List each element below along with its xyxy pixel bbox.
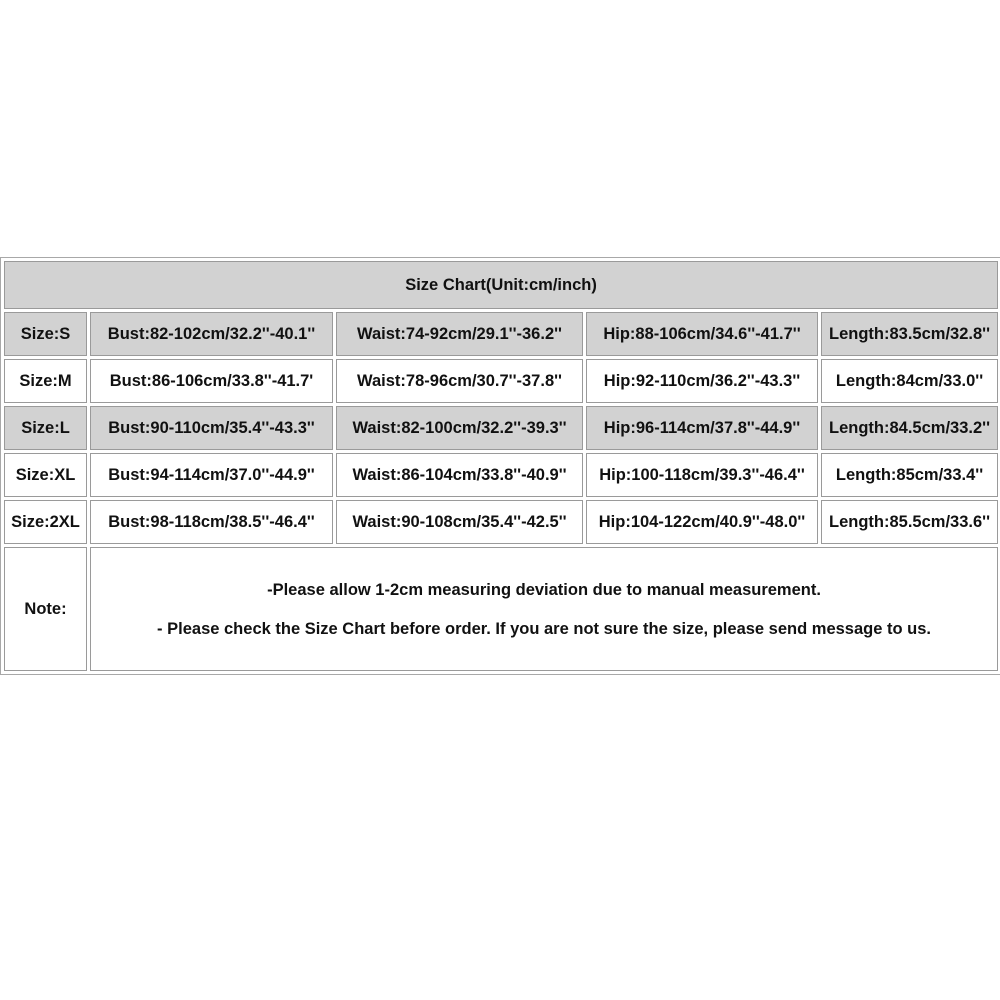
note-row [4, 547, 998, 671]
hip-cell: Hip:92-110cm/36.2''-43.3'' [586, 359, 818, 403]
size-label: Size:S [4, 312, 87, 356]
note-line: -Please allow 1-2cm measuring deviation due to manual measurement. [267, 580, 821, 599]
note-line: - Please check the Size Chart before order. If you are not sure the size, please send message to us. [157, 619, 931, 638]
bust-cell: Bust:98-118cm/38.5''-46.4'' [90, 500, 333, 544]
size-label: Size:XL [4, 453, 87, 497]
table-row [4, 406, 998, 450]
length-cell: Length:83.5cm/32.8'' [821, 312, 998, 356]
hip-cell: Hip:100-118cm/39.3''-46.4'' [586, 453, 818, 497]
table-row [4, 500, 998, 544]
table-row [4, 312, 998, 356]
bust-cell: Bust:90-110cm/35.4''-43.3'' [90, 406, 333, 450]
waist-cell: Waist:90-108cm/35.4''-42.5'' [336, 500, 583, 544]
length-cell: Length:85.5cm/33.6'' [821, 500, 998, 544]
size-label: Size:2XL [4, 500, 87, 544]
waist-cell: Waist:82-100cm/32.2''-39.3'' [336, 406, 583, 450]
size-chart-table [0, 257, 1000, 675]
length-cell: Length:84cm/33.0'' [821, 359, 998, 403]
waist-cell: Waist:86-104cm/33.8''-40.9'' [336, 453, 583, 497]
table-row [4, 453, 998, 497]
size-label: Size:L [4, 406, 87, 450]
table-row [4, 359, 998, 403]
size-label: Size:M [4, 359, 87, 403]
length-cell: Length:85cm/33.4'' [821, 453, 998, 497]
note-body [90, 547, 998, 671]
note-label: Note: [4, 547, 87, 671]
length-cell: Length:84.5cm/33.2'' [821, 406, 998, 450]
bust-cell: Bust:86-106cm/33.8''-41.7' [90, 359, 333, 403]
title-row [4, 261, 998, 309]
hip-cell: Hip:104-122cm/40.9''-48.0'' [586, 500, 818, 544]
waist-cell: Waist:78-96cm/30.7''-37.8'' [336, 359, 583, 403]
bust-cell: Bust:94-114cm/37.0''-44.9'' [90, 453, 333, 497]
bust-cell: Bust:82-102cm/32.2''-40.1'' [90, 312, 333, 356]
hip-cell: Hip:96-114cm/37.8''-44.9'' [586, 406, 818, 450]
waist-cell: Waist:74-92cm/29.1''-36.2'' [336, 312, 583, 356]
chart-title: Size Chart(Unit:cm/inch) [4, 261, 998, 309]
hip-cell: Hip:88-106cm/34.6''-41.7'' [586, 312, 818, 356]
